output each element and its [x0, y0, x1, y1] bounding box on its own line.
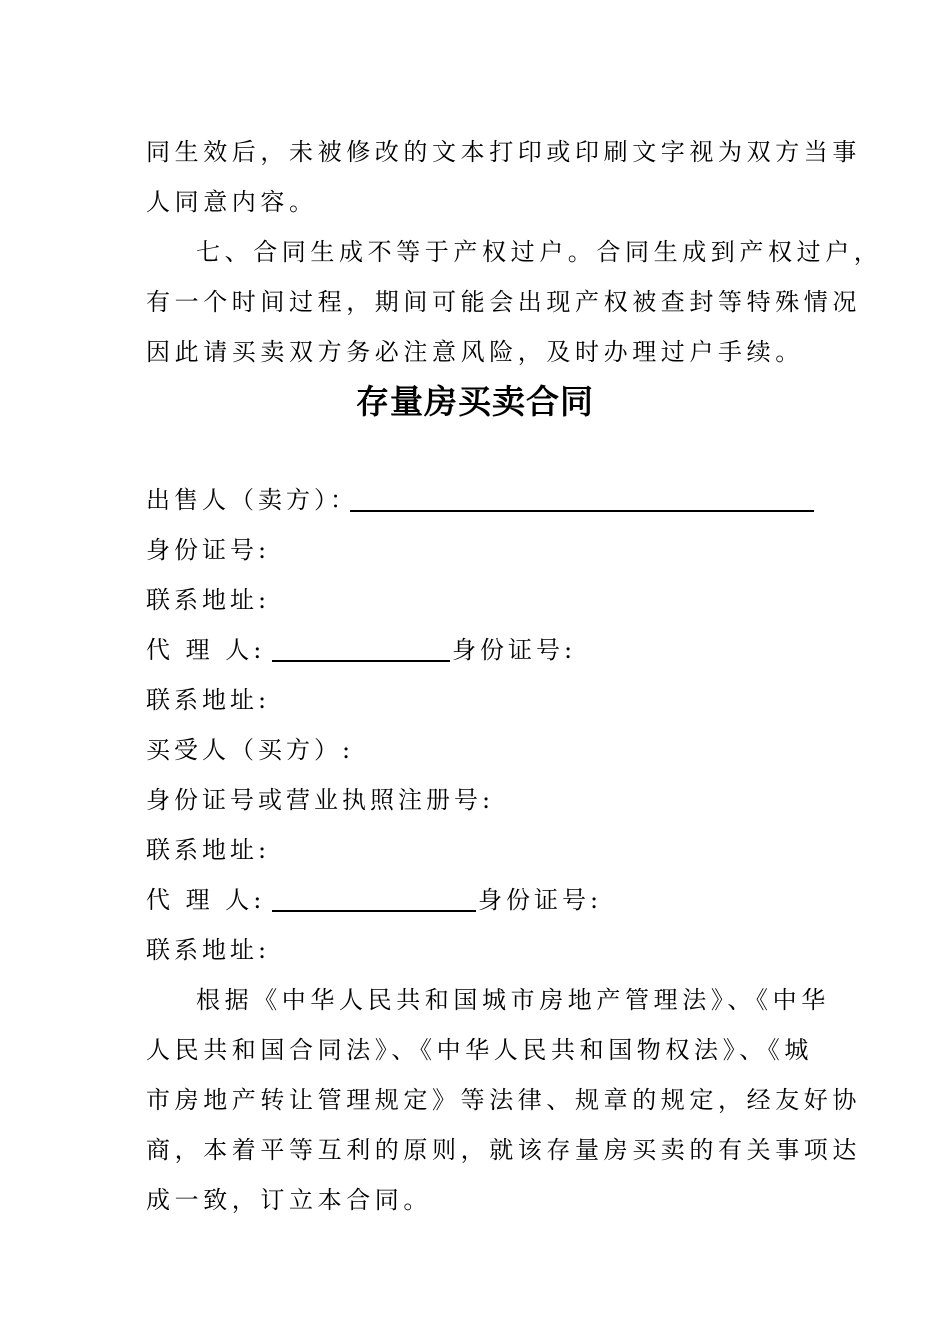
clause-7-line-3: 因此请买卖双方务必注意风险，及时办理过户手续。: [146, 338, 804, 366]
preamble-line-2: 人民共和国合同法》、《中华人民共和国物权法》、《城: [146, 1036, 813, 1064]
buyer-id-label: 身份证号或营业执照注册号:: [146, 786, 495, 814]
buyer-label: 买受人（买方）:: [146, 736, 355, 764]
seller-agent-blank[interactable]: [272, 660, 450, 662]
preamble-line-4: 商，本着平等互利的原则，就该存量房买卖的有关事项达: [146, 1136, 861, 1164]
preamble-line-1: 根据《中华人民共和国城市房地产管理法》、《中华: [196, 986, 830, 1014]
preamble-line-3: 市房地产转让管理规定》等法律、规章的规定，经友好协: [146, 1086, 861, 1114]
buyer-agent-address-label: 联系地址:: [146, 936, 271, 964]
continuation-line-2: 人同意内容。: [146, 188, 318, 216]
buyer-agent-id-label: 身份证号:: [478, 886, 603, 914]
buyer-address-label: 联系地址:: [146, 836, 271, 864]
seller-name-blank[interactable]: [350, 510, 814, 512]
seller-agent-id-label: 身份证号:: [452, 636, 577, 664]
buyer-agent-blank[interactable]: [272, 910, 476, 912]
preamble-line-5: 成一致，订立本合同。: [146, 1186, 432, 1214]
seller-id-label: 身份证号:: [146, 536, 271, 564]
seller-label: 出售人（卖方）：: [146, 486, 358, 514]
seller-agent-label: 代 理 人:: [146, 636, 266, 664]
seller-address-label: 联系地址:: [146, 586, 271, 614]
clause-7-line-2: 有一个时间过程，期间可能会出现产权被查封等特殊情况: [146, 288, 861, 316]
clause-7-line-1: 七、合同生成不等于产权过户。合同生成到产权过户，: [196, 238, 883, 266]
buyer-agent-label: 代 理 人:: [146, 886, 266, 914]
contract-title: 存量房买卖合同: [356, 382, 594, 421]
seller-agent-address-label: 联系地址:: [146, 686, 271, 714]
continuation-line-1: 同生效后，未被修改的文本打印或印刷文字视为双方当事: [146, 138, 861, 166]
